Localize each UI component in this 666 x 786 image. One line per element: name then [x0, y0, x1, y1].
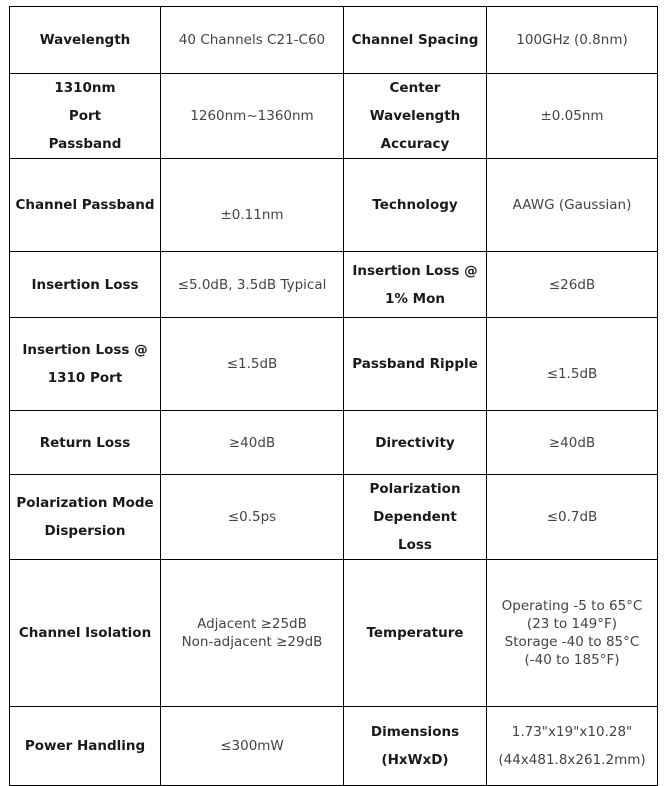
value-cell: ≤5.0dB, 3.5dB Typical [161, 252, 344, 318]
label-cell: Channel Spacing [344, 7, 487, 74]
value-cell: ≥40dB [161, 411, 344, 475]
table-row [10, 7, 658, 74]
table-row [10, 560, 658, 707]
value-cell: 40 Channels C21-C60 [161, 7, 344, 74]
value-cell: ≥40dB [487, 411, 658, 475]
label-cell: 1310nm Port Passband [10, 74, 161, 159]
value-line: 1.73"x19"x10.28" [511, 724, 633, 740]
value-cell: ≤0.5ps [161, 475, 344, 560]
value-line: Non-adjacent ≥29dB [181, 634, 323, 650]
value-cell: ≤26dB [487, 252, 658, 318]
value-cell: ≤0.7dB [487, 475, 658, 560]
value-line: Adjacent ≥25dB [197, 616, 307, 632]
label-cell: Power Handling [10, 707, 161, 786]
label-cell: Passband Ripple [344, 318, 487, 411]
table-row [10, 411, 658, 475]
table-row [10, 74, 658, 159]
label-cell: Wavelength [10, 7, 161, 74]
value-cell: 100GHz (0.8nm) [487, 7, 658, 74]
specifications-table [9, 6, 658, 786]
label-cell: Insertion Loss [10, 252, 161, 318]
table-row [10, 252, 658, 318]
label-cell: Dimensions (HxWxD) [344, 707, 487, 786]
value-cell: AAWG (Gaussian) [487, 159, 658, 252]
value-line: Operating -5 to 65°C (23 to 149°F) [501, 598, 643, 632]
value-cell [487, 560, 658, 707]
value-cell: ≤1.5dB [161, 318, 344, 411]
label-cell: Technology [344, 159, 487, 252]
value-cell: ≤1.5dB [546, 366, 598, 382]
table-row [10, 475, 658, 560]
label-cell: Temperature [344, 560, 487, 707]
value-cell: ≤300mW [161, 707, 344, 786]
value-line: (44x481.8x261.2mm) [498, 752, 646, 768]
table-row [10, 318, 658, 411]
label-cell: Polarization Dependent Loss [344, 475, 487, 560]
label-cell: Insertion Loss @ 1% Mon [344, 252, 487, 318]
label-cell: Channel Isolation [10, 560, 161, 707]
value-line: Storage -40 to 85°C (-40 to 185°F) [504, 634, 640, 668]
value-cell: ±0.11nm [220, 207, 284, 223]
value-cell [487, 707, 658, 786]
label-cell: Return Loss [10, 411, 161, 475]
label-cell: Channel Passband [10, 159, 161, 252]
label-cell: Polarization Mode Dispersion [10, 475, 161, 560]
label-cell: Insertion Loss @ 1310 Port [10, 318, 161, 411]
value-cell [161, 560, 344, 707]
value-cell: ±0.05nm [487, 74, 658, 159]
label-cell: Center Wavelength Accuracy [344, 74, 487, 159]
table-row [10, 159, 658, 252]
table-row [10, 707, 658, 786]
value-cell: 1260nm~1360nm [161, 74, 344, 159]
label-cell: Directivity [344, 411, 487, 475]
